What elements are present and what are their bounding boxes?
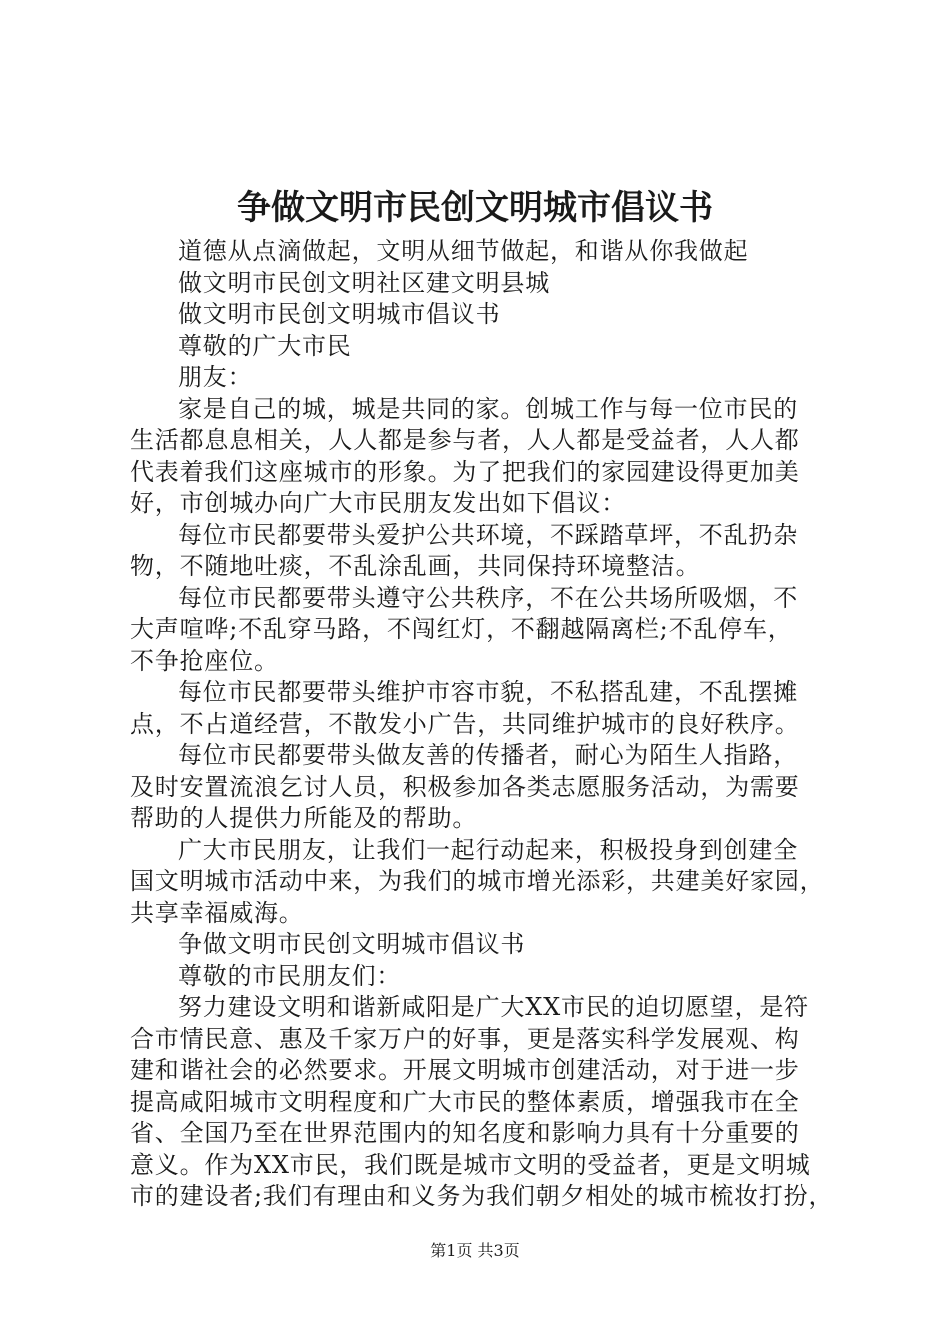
body-line: 朋友： — [178, 363, 253, 391]
body-line: 点，不占道经营，不散发小广告，共同维护城市的良好秩序。 — [130, 709, 800, 738]
body-line: 尊敬的广大市民 — [178, 331, 352, 360]
body-line: 市的建设者;我们有理由和义务为我们朝夕相处的城市梳妆打扮， — [130, 1182, 834, 1210]
body-line: 大声喧哗;不乱穿马路，不闯红灯，不翻越隔离栏;不乱停车， — [130, 615, 793, 643]
body-line: 不争抢座位。 — [130, 646, 279, 675]
document-title: 争做文明市民创文明城市倡议书 — [237, 188, 713, 228]
body-line: 每位市民都要带头维护市容市貌，不私搭乱建，不乱摆摊 — [178, 678, 798, 706]
body-line: 帮助的人提供力所能及的帮助。 — [130, 804, 478, 832]
document-body — [130, 236, 840, 1213]
body-line: 广大市民朋友，让我们一起行动起来，积极投身到创建全 — [178, 835, 798, 864]
body-line: 生活都息息相关，人人都是参与者，人人都是受益者，人人都 — [130, 426, 800, 454]
body-line: 每位市民都要带头爱护公共环境，不踩踏草坪，不乱扔杂 — [178, 520, 798, 549]
body-line: 及时安置流浪乞讨人员，积极参加各类志愿服务活动，为需要 — [130, 772, 800, 801]
body-line: 尊敬的市民朋友们： — [178, 961, 402, 990]
body-line: 道德从点滴做起，文明从细节做起，和谐从你我做起 — [178, 237, 749, 265]
body-line: 每位市民都要带头做友善的传播者，耐心为陌生人指路， — [178, 741, 798, 769]
body-line: 意义。作为XX市民，我们既是城市文明的受益者，更是文明城 — [130, 1150, 811, 1179]
body-line: 共享幸福威海。 — [130, 898, 304, 927]
body-line: 建和谐社会的必然要求。开展文明城市创建活动，对于进一步 — [130, 1056, 800, 1084]
body-line: 省、全国乃至在世界范围内的知名度和影响力具有十分重要的 — [130, 1119, 800, 1147]
body-line: 家是自己的城，城是共同的家。创城工作与每一位市民的 — [178, 394, 798, 423]
page-number-footer: 第1页 共3页 — [430, 1241, 520, 1260]
body-line: 合市情民意、惠及千家万户的好事，更是落实科学发展观、构 — [130, 1024, 800, 1053]
body-line: 做文明市民创文明社区建文明县城 — [178, 268, 550, 297]
body-line: 好，市创城办向广大市民朋友发出如下倡议： — [130, 489, 626, 517]
body-line: 代表着我们这座城市的形象。为了把我们的家园建设得更加美 — [130, 457, 800, 486]
body-line: 努力建设文明和谐新咸阳是广大XX市民的迫切愿望，是符 — [178, 993, 809, 1021]
body-line: 国文明城市活动中来，为我们的城市增光添彩，共建美好家园， — [130, 867, 825, 895]
body-line: 争做文明市民创文明城市倡议书 — [178, 930, 526, 958]
body-line: 物，不随地吐痰，不乱涂乱画，共同保持环境整洁。 — [130, 552, 701, 580]
body-line: 做文明市民创文明城市倡议书 — [178, 300, 501, 328]
body-line: 提高咸阳城市文明程度和广大市民的整体素质，增强我市在全 — [130, 1087, 800, 1116]
body-line: 每位市民都要带头遵守公共秩序，不在公共场所吸烟，不 — [178, 583, 798, 612]
